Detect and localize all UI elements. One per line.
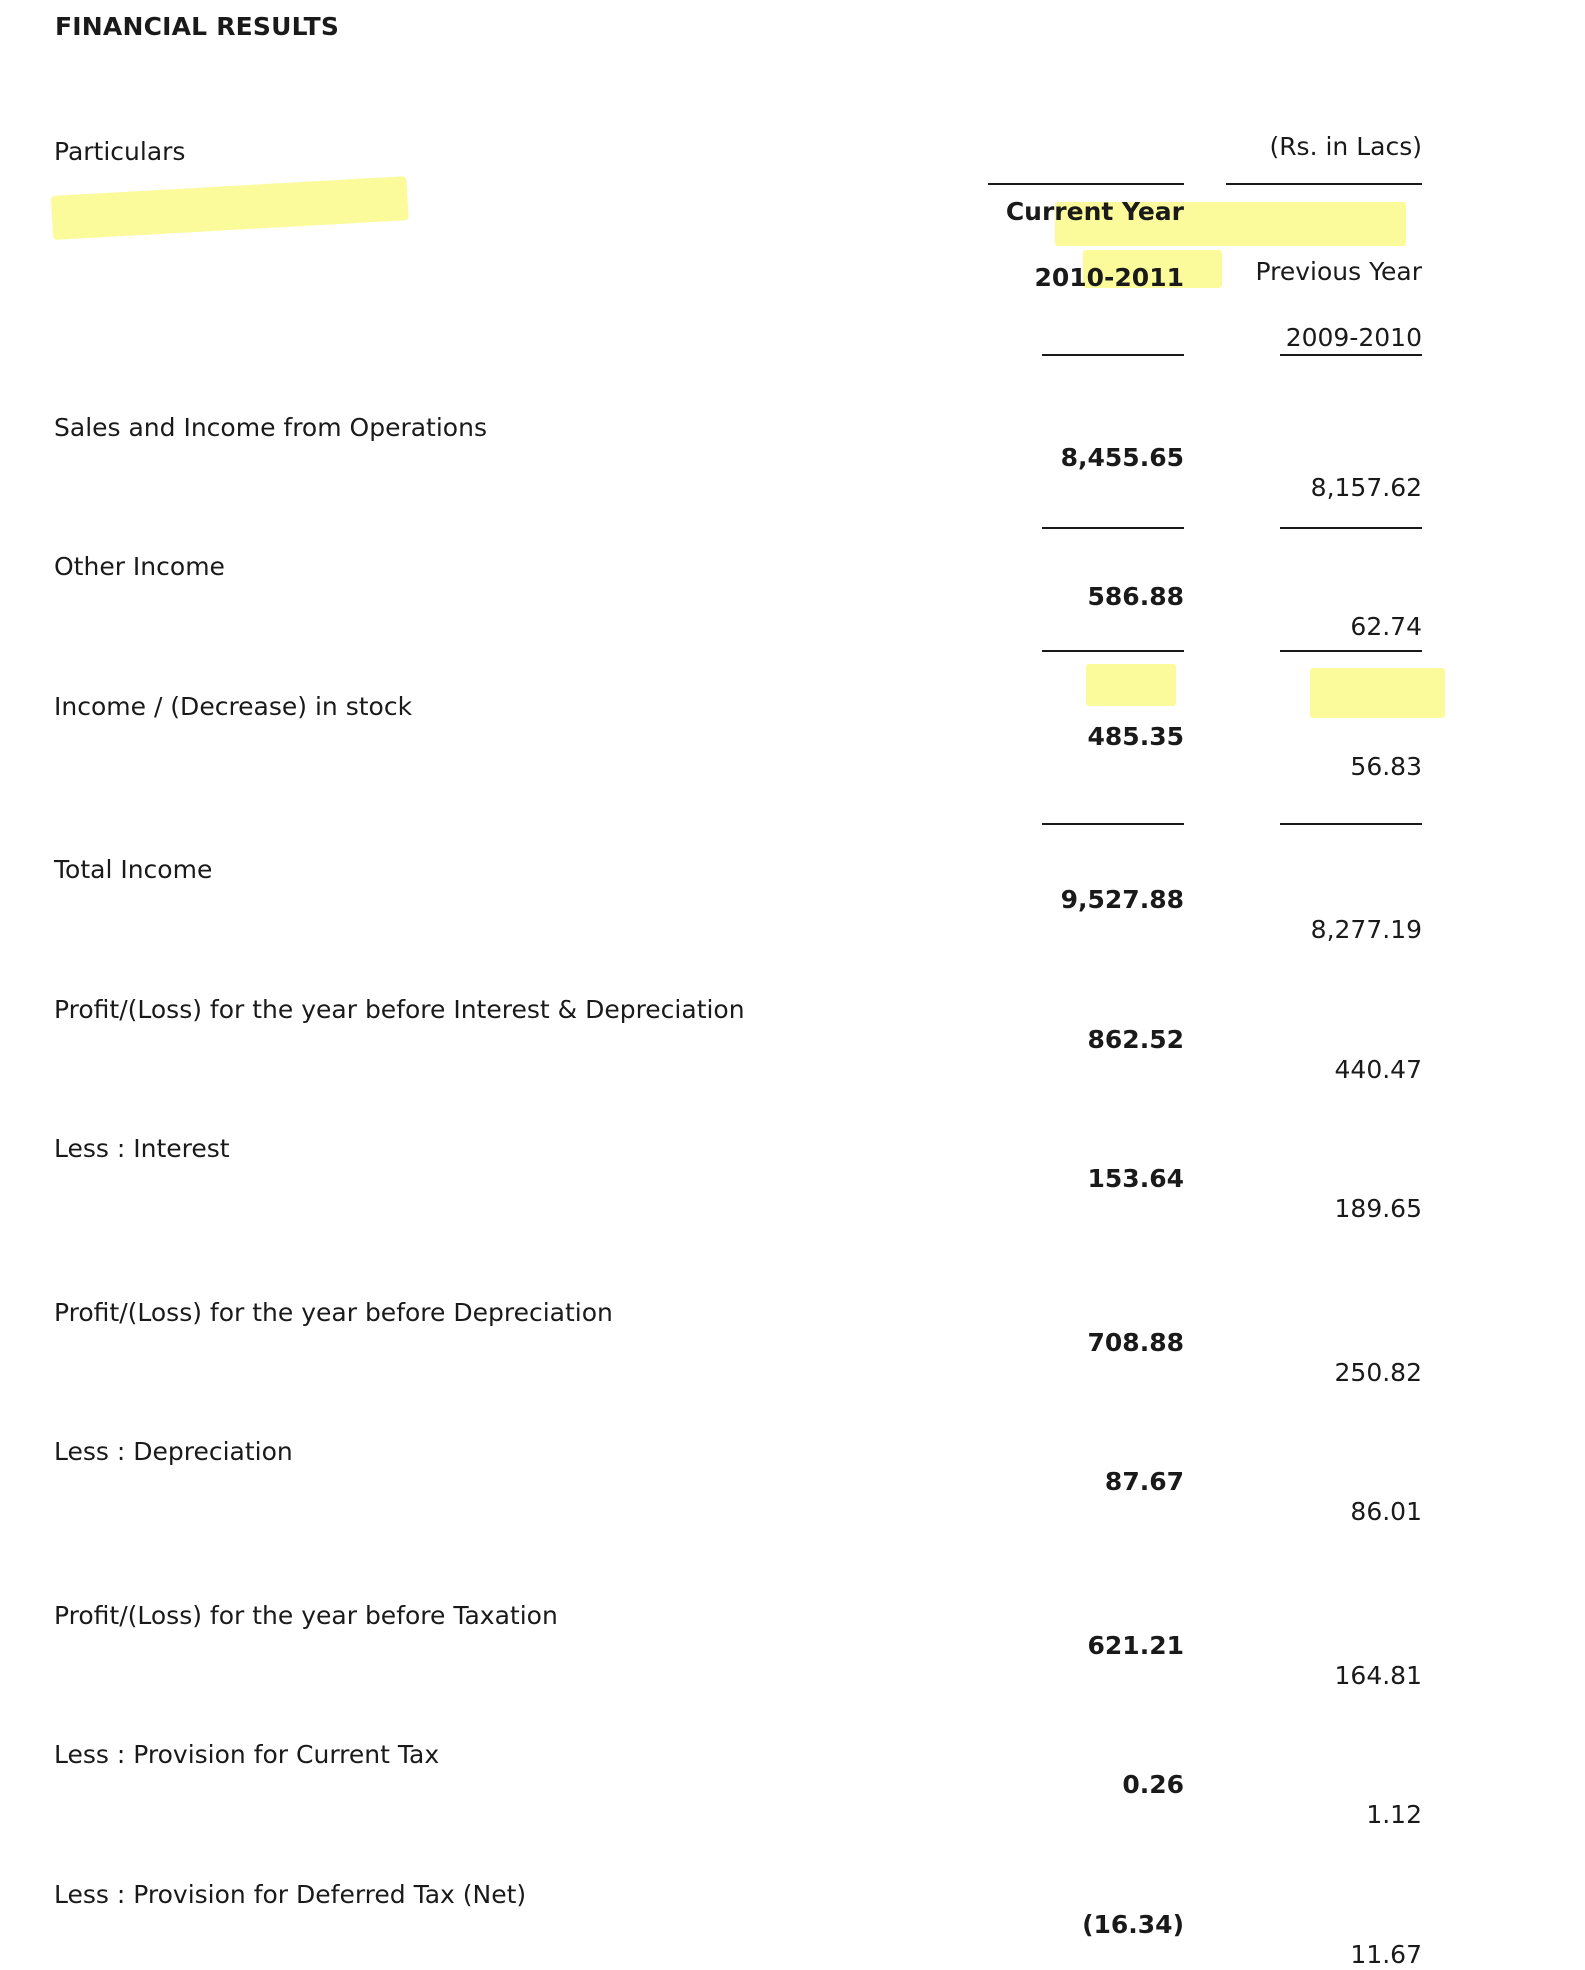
row-current-value: (16.34) (1082, 1910, 1184, 1939)
row-current-value: 586.88 (1087, 582, 1184, 611)
subtotal-rule-previous (1280, 354, 1422, 356)
row-label: Sales and Income from Operations (54, 413, 487, 442)
row-current-value: 621.21 (1087, 1631, 1184, 1660)
row-label: Less : Depreciation (54, 1437, 293, 1466)
column-header-previous-year: Previous Year (1255, 257, 1422, 286)
row-previous-value: 8,157.62 (1310, 473, 1422, 502)
row-label: Less : Interest (54, 1134, 230, 1163)
row-label: Profit/(Loss) for the year before Taxation (54, 1601, 558, 1630)
row-previous-value: 8,277.19 (1310, 915, 1422, 944)
row-label: Less : Provision for Deferred Tax (Net) (54, 1880, 527, 1909)
row-current-value: 9,527.88 (1060, 885, 1184, 914)
row-label: Other Income (54, 552, 225, 581)
row-current-value: 153.64 (1087, 1164, 1184, 1193)
total-rule-current (1042, 823, 1184, 825)
subtotal-rule-previous (1280, 527, 1422, 529)
column-header-current-period: 2010-2011 (1034, 263, 1184, 292)
row-current-value: 708.88 (1087, 1328, 1184, 1357)
subtotal-rule-current (1042, 527, 1184, 529)
column-header-current-year: Current Year (1005, 197, 1184, 226)
page-title: FINANCIAL RESULTS (55, 12, 340, 41)
row-label: Profit/(Loss) for the year before Interest & Depreciation (54, 995, 745, 1024)
column-header-previous-period: 2009-2010 (1285, 323, 1422, 352)
row-previous-value: 56.83 (1350, 752, 1422, 781)
subtotal-rule-current (1042, 650, 1184, 652)
subtotal-rule-previous (1280, 650, 1422, 652)
row-previous-value: 62.74 (1350, 612, 1422, 641)
row-current-value: 485.35 (1087, 722, 1184, 751)
row-previous-value: 189.65 (1334, 1194, 1422, 1223)
subtotal-rule-current (1042, 354, 1184, 356)
row-previous-value: 1.12 (1366, 1800, 1422, 1829)
row-label: Profit/(Loss) for the year before Depreciation (54, 1298, 613, 1327)
row-label: Income / (Decrease) in stock (54, 692, 413, 721)
total-rule-previous (1280, 823, 1422, 825)
row-previous-value: 11.67 (1350, 1940, 1422, 1969)
header-rule-previous (1226, 183, 1422, 185)
row-label: Less : Provision for Current Tax (54, 1740, 440, 1769)
row-label: Total Income (54, 855, 213, 884)
units-note: (Rs. in Lacs) (1269, 132, 1422, 161)
row-previous-value: 440.47 (1334, 1055, 1422, 1084)
row-previous-value: 164.81 (1334, 1661, 1422, 1690)
row-current-value: 862.52 (1087, 1025, 1184, 1054)
row-current-value: 87.67 (1104, 1467, 1184, 1496)
header-rule-current (988, 183, 1184, 185)
row-previous-value: 86.01 (1350, 1497, 1422, 1526)
row-previous-value: 250.82 (1334, 1358, 1422, 1387)
column-header-particulars: Particulars (54, 137, 186, 166)
row-current-value: 0.26 (1122, 1770, 1184, 1799)
row-current-value: 8,455.65 (1060, 443, 1184, 472)
